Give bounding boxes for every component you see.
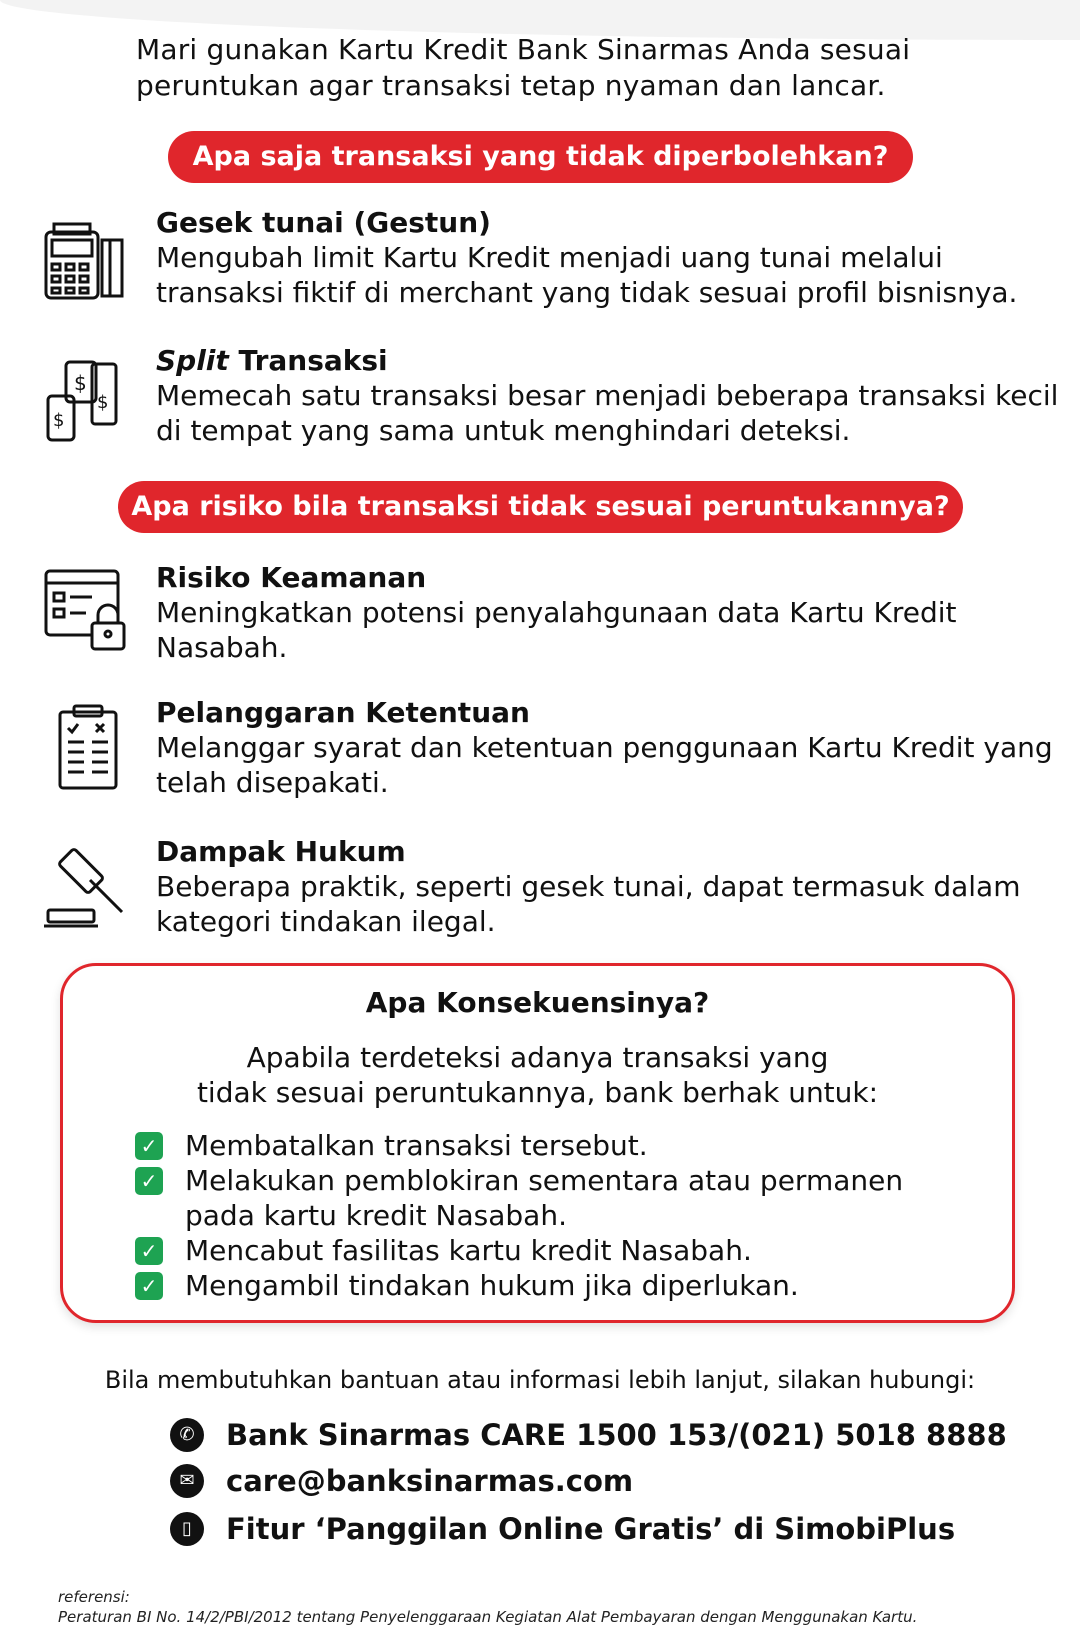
consequence-subtitle <box>63 1040 1012 1110</box>
item-title: Dampak Hukum <box>156 835 406 868</box>
check-icon: ✓ <box>135 1167 163 1195</box>
security-lock-icon <box>40 565 130 655</box>
item-title: Risiko Keamanan <box>156 561 427 594</box>
check-icon: ✓ <box>135 1272 163 1300</box>
split-payment-icon <box>40 356 130 446</box>
mail-icon: ✉ <box>170 1464 204 1498</box>
reference <box>58 1587 917 1627</box>
item-gesek-tunai <box>156 205 1066 310</box>
contact-online-call-text: Fitur ‘Panggilan Online Gratis’ di SimobiPlus <box>226 1512 956 1546</box>
consequence-subtitle-line2: tidak sesuai peruntukannya, bank berhak untuk: <box>196 1076 879 1109</box>
item-desc: Beberapa praktik, seperti gesek tunai, dapat termasuk dalam kategori tindakan ilegal. <box>156 870 1021 938</box>
item-desc: Melanggar syarat dan ketentuan penggunaan Kartu Kredit yang telah disepakati. <box>156 731 1053 799</box>
mobile-icon: ▯ <box>170 1512 204 1546</box>
edc-machine-icon <box>40 218 130 308</box>
svg-text:$: $ <box>53 410 65 431</box>
svg-text:$: $ <box>97 392 109 413</box>
item-desc: Meningkatkan potensi penyalahgunaan data Kartu Kredit Nasabah. <box>156 596 957 664</box>
gavel-icon <box>40 840 130 930</box>
section2-heading: Apa risiko bila transaksi tidak sesuai peruntukannya? <box>118 481 963 533</box>
item-title-italic: Split <box>156 344 229 377</box>
reference-text: Peraturan BI No. 14/2/PBI/2012 tentang Penyelenggaraan Kegiatan Alat Pembayaran dengan Menggunakan Kartu. <box>58 1608 918 1626</box>
list-item <box>135 1128 975 1163</box>
svg-text:$: $ <box>74 371 87 395</box>
check-icon: ✓ <box>135 1132 163 1160</box>
item-title <box>156 343 1066 378</box>
item-desc: Mengubah limit Kartu Kredit menjadi uang tunai melalui transaksi fiktif di merchant yang tidak sesuai profil bisnisnya. <box>156 241 1018 309</box>
item-title-rest: Transaksi <box>228 344 388 377</box>
item-title: Pelanggaran Ketentuan <box>156 696 530 729</box>
consequence-box <box>60 963 1015 1323</box>
list-item-text: Melakukan pemblokiran sementara atau permanen pada kartu kredit Nasabah. <box>185 1164 904 1232</box>
item-risiko-keamanan <box>156 560 1066 665</box>
item-split-transaksi <box>156 343 1066 448</box>
list-item-text: Mencabut fasilitas kartu kredit Nasabah. <box>185 1234 752 1267</box>
list-item <box>135 1233 975 1268</box>
list-item-text: Membatalkan transaksi tersebut. <box>185 1129 648 1162</box>
list-item <box>135 1268 975 1303</box>
intro-text: Mari gunakan Kartu Kredit Bank Sinarmas Anda sesuai peruntukan agar transaksi tetap nyaman dan lancar. <box>136 33 911 102</box>
item-title: Gesek tunai (Gestun) <box>156 206 491 239</box>
contact-phone-text: Bank Sinarmas CARE 1500 153/(021) 5018 8888 <box>226 1418 1007 1452</box>
contact-email-text: care@banksinarmas.com <box>226 1464 634 1498</box>
clipboard-checklist-icon <box>40 702 130 792</box>
item-pelanggaran-ketentuan <box>156 695 1066 800</box>
section1-heading: Apa saja transaksi yang tidak diperbolehkan? <box>168 131 913 183</box>
consequence-list <box>135 1128 975 1303</box>
consequence-title: Apa Konsekuensinya? <box>365 986 710 1019</box>
reference-label: referensi: <box>58 1588 130 1606</box>
list-item <box>135 1163 975 1233</box>
check-icon: ✓ <box>135 1237 163 1265</box>
item-dampak-hukum <box>156 834 1066 939</box>
item-desc: Memecah satu transaksi besar menjadi beberapa transaksi kecil di tempat yang sama untuk menghindari deteksi. <box>156 379 1059 447</box>
phone-icon: ✆ <box>170 1418 204 1452</box>
consequence-subtitle-line1: Apabila terdeteksi adanya transaksi yang <box>246 1041 829 1074</box>
help-text: Bila membutuhkan bantuan atau informasi lebih lanjut, silakan hubungi: <box>104 1366 976 1394</box>
list-item-text: Mengambil tindakan hukum jika diperlukan. <box>185 1269 799 1302</box>
